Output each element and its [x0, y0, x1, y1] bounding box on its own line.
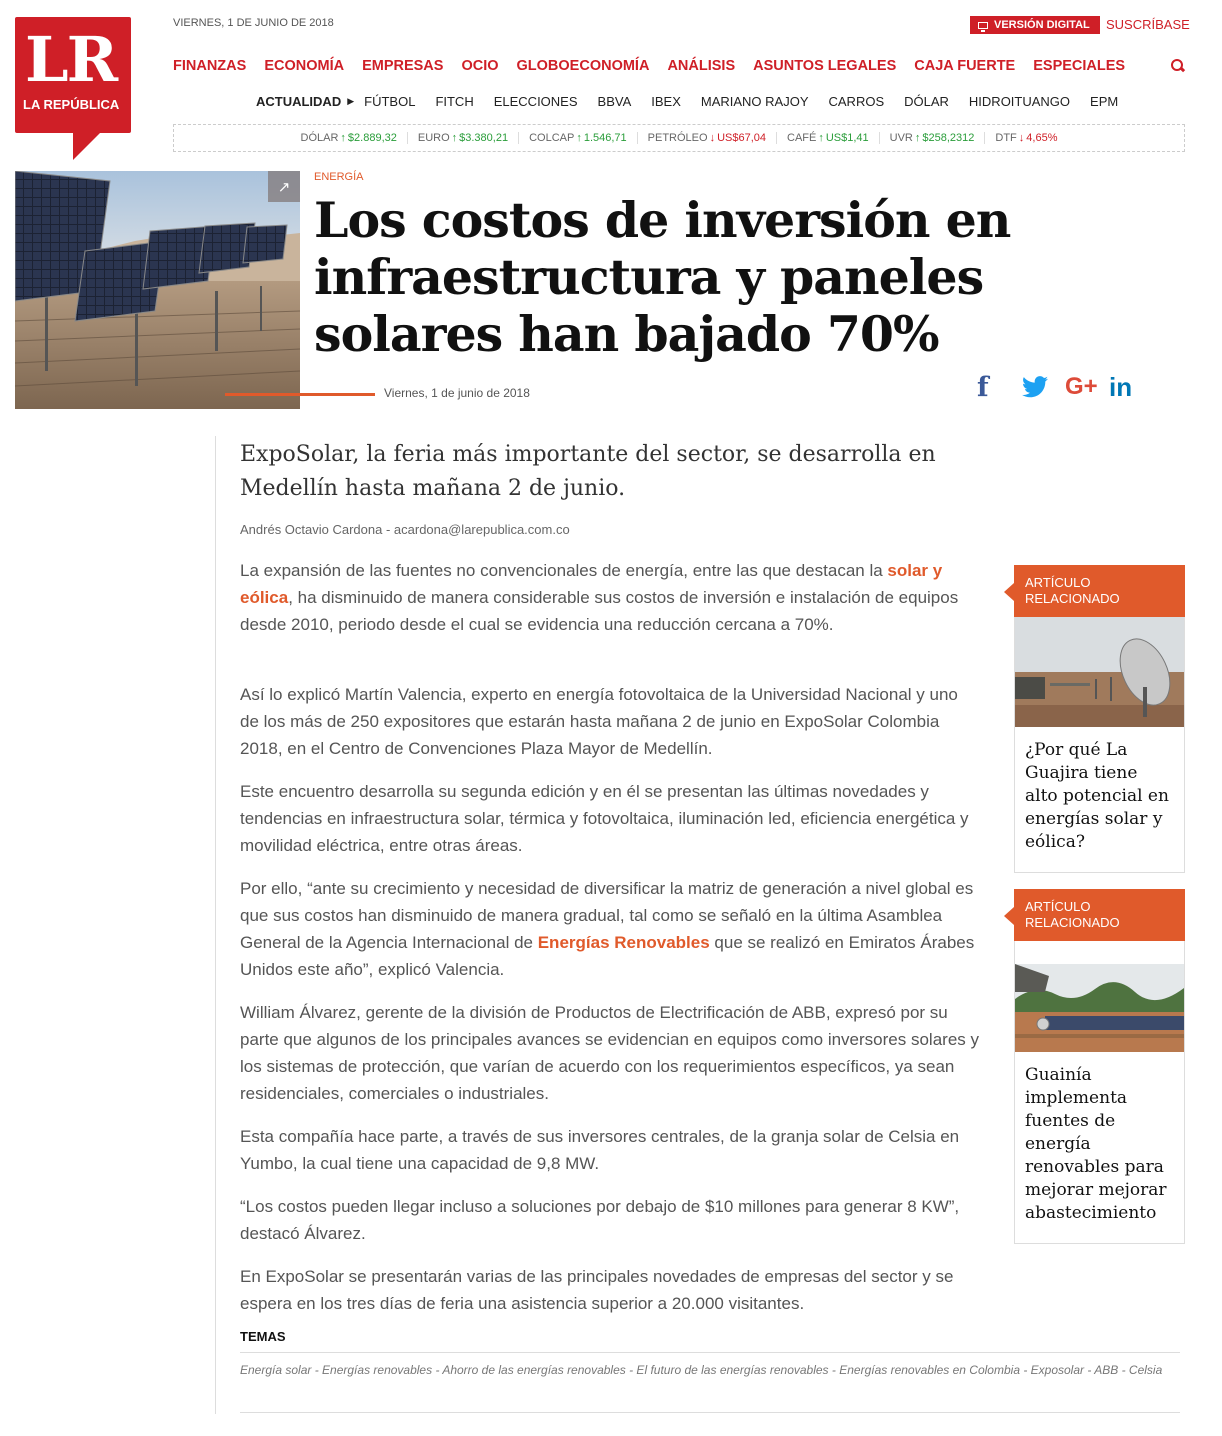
arrow-up-icon: ↑ [914, 132, 921, 144]
expand-icon[interactable]: ↗ [268, 171, 300, 202]
caret-right-icon: ▶ [347, 96, 355, 106]
header-date: VIERNES, 1 DE JUNIO DE 2018 [173, 17, 334, 29]
article-author: Andrés Octavio Cardona - acardona@larepublica.com.co [240, 522, 570, 537]
content-rule [215, 436, 216, 1414]
arrow-down-icon: ↓ [709, 132, 716, 144]
google-plus-icon[interactable]: G+ [1065, 373, 1098, 400]
nav-item-asuntos-legales[interactable]: ASUNTOS LEGALES [753, 58, 897, 74]
linkedin-icon[interactable]: in [1109, 371, 1133, 402]
ticker-value: 4,65% [1026, 132, 1058, 144]
nav-item-caja-fuerte[interactable]: CAJA FUERTE [914, 58, 1016, 74]
ticker-name: PETRÓLEO [647, 132, 708, 144]
subscribe-link[interactable]: SUSCRÍBASE [1106, 17, 1190, 32]
ticker-item[interactable] [985, 132, 1067, 144]
topics-divider [240, 1412, 1180, 1413]
link-energias-renovables[interactable]: Energías Renovables [537, 933, 710, 952]
sub-nav [256, 94, 1138, 109]
ticker-name: COLCAP [529, 132, 575, 144]
nav-item-empresas[interactable]: EMPRESAS [362, 58, 444, 74]
article-title: Los costos de inversión en infraestructura y paneles solares han bajado 70% [314, 191, 1011, 363]
monitor-icon [978, 22, 988, 29]
ticker-name: DÓLAR [300, 132, 339, 144]
related-article-label: ARTÍCULO RELACIONADO [1014, 889, 1185, 941]
sub-nav-item[interactable]: EPM [1090, 94, 1119, 109]
nav-item-analisis[interactable]: ANÁLISIS [667, 58, 736, 74]
logo-letters: LR [25, 23, 117, 96]
hero-image-solar-panels[interactable] [15, 171, 300, 409]
paragraph-text: , ha disminuido de manera considerable sus costos de inversión e instalación de equipos desde 2010, periodo desde el cual se evidencia una reducción cercana a 70%. [240, 588, 959, 634]
paragraph-text: La expansión de las fuentes no convencionales de energía, entre las que destacan la [240, 561, 888, 580]
article-paragraph: “Los costos pueden llegar incluso a soluciones por debajo de $10 millones para generar 8 KW”, destacó Álvarez. [240, 1197, 960, 1243]
arrow-up-icon: ↑ [451, 132, 458, 144]
ticker-value: US$67,04 [717, 132, 766, 144]
site-logo[interactable] [15, 17, 131, 161]
ticker-item[interactable] [638, 132, 777, 144]
logo-tail [73, 132, 101, 160]
logo-name: LA REPÚBLICA [23, 97, 120, 112]
related-article-card[interactable] [1014, 889, 1185, 1244]
article-lead: ExpoSolar, la feria más importante del sector, se desarrolla en Medellín hasta mañana 2 de junio. [240, 442, 936, 501]
digital-version-button[interactable] [970, 16, 1100, 34]
sub-nav-item[interactable]: IBEX [651, 94, 681, 109]
nav-item-globoeconomia[interactable]: GLOBOECONOMÍA [516, 58, 650, 74]
topic-tags[interactable]: Energía solar - Energías renovables - Ahorro de las energías renovables - El futuro de las energías renovables - Energías renovables en Colombia - Exposolar - ABB - Celsia [240, 1363, 1163, 1377]
sub-nav-item[interactable]: HIDROITUANGO [968, 94, 1071, 109]
related-article-label: ARTÍCULO RELACIONADO [1014, 565, 1185, 617]
nav-item-especiales[interactable]: ESPECIALES [1033, 58, 1126, 74]
sub-nav-label: ACTUALIDAD [256, 94, 342, 109]
ticker-item[interactable] [777, 132, 880, 144]
arrow-up-icon: ↑ [818, 132, 824, 144]
sub-nav-item[interactable]: FITCH [435, 94, 474, 109]
article-paragraph: William Álvarez, gerente de la división de Productos de Electrificación de ABB, expresó por su parte que algunos de los principales avances se evidencian en equipos como inversores solares y los sistemas de protección, que varían de acuerdo con los requerimientos específicos, ya sean residenciales, comerciales o industriales. [240, 1003, 979, 1103]
search-icon[interactable] [1171, 59, 1184, 72]
twitter-icon[interactable] [1022, 372, 1048, 402]
article-paragraph: Este encuentro desarrolla su segunda edición y en él se presentan las últimas novedades y tendencias en infraestructura solar, térmica y fotovoltaica, iluminación led, eficiencia energética y movilidad eléctrica, entre otras áreas. [240, 782, 969, 855]
ticker-value: US$1,41 [825, 132, 869, 144]
paragraph-text: que se realizó en Emiratos Árabes Unidos este año”, explicó Valencia. [240, 933, 975, 979]
related-article-title[interactable]: Guainía implementa fuentes de energía renovables para mejorar mejorar abastecimiento [1025, 1065, 1167, 1223]
sub-nav-item[interactable]: MARIANO RAJOY [700, 94, 809, 109]
sub-nav-item[interactable]: ELECCIONES [493, 94, 578, 109]
article-paragraph: En ExpoSolar se presentarán varias de las principales novedades de empresas del sector y se espera en los tres días de feria una asistencia superior a 20.000 visitantes. [240, 1267, 954, 1313]
solar-field-illustration [1015, 964, 1184, 1052]
article-date: Viernes, 1 de junio de 2018 [384, 386, 530, 400]
date-divider [225, 393, 375, 396]
related-article-title[interactable]: ¿Por qué La Guajira tiene alto potencial en energías solar y eólica? [1025, 740, 1169, 852]
related-article-image[interactable] [1015, 617, 1184, 727]
arrow-up-icon: ↑ [576, 132, 582, 144]
sub-nav-item[interactable]: CARROS [828, 94, 885, 109]
ticker-value: $258,2312 [922, 132, 975, 144]
main-nav [173, 58, 1143, 74]
sub-nav-item[interactable]: FÚTBOL [364, 94, 416, 109]
digital-version-label: VERSIÓN DIGITAL [994, 19, 1090, 31]
topics-heading: TEMAS [240, 1329, 286, 1344]
solar-panels-illustration [15, 171, 300, 409]
ticker-item[interactable] [408, 132, 519, 144]
article-paragraph [240, 875, 980, 983]
related-article-image[interactable] [1015, 964, 1184, 1052]
ticker-item[interactable] [291, 132, 408, 144]
ticker-name: CAFÉ [787, 132, 817, 144]
twitter-bird [1022, 376, 1048, 398]
nav-item-ocio[interactable]: OCIO [461, 58, 499, 74]
article-paragraph: Así lo explicó Martín Valencia, experto en energía fotovoltaica de la Universidad Nacional y uno de los más de 250 expositores que estarán hasta mañana 2 de junio en ExpoSolar Colombia 2018, en el Centro de Convenciones Plaza Mayor de Medellín. [240, 685, 958, 758]
nav-item-finanzas[interactable]: FINANZAS [173, 58, 247, 74]
article-paragraph: Esta compañía hace parte, a través de sus inversores centrales, de la granja solar de Celsia en Yumbo, la cual tiene una capacidad de 9,8 MW. [240, 1127, 960, 1173]
related-article-card[interactable] [1014, 565, 1185, 873]
article-paragraph [240, 557, 980, 638]
ticker-value: 1.546,71 [583, 132, 627, 144]
market-ticker [173, 124, 1185, 152]
ticker-name: EURO [417, 132, 450, 144]
sub-nav-item[interactable]: DÓLAR [904, 94, 949, 109]
link-solar-eolica[interactable]: solar y eólica [240, 561, 943, 607]
ticker-name: UVR [889, 132, 913, 144]
solar-dish-illustration [1015, 617, 1184, 727]
nav-item-economia[interactable]: ECONOMÍA [264, 58, 345, 74]
arrow-down-icon: ↓ [1018, 132, 1025, 144]
ticker-name: DTF [995, 132, 1017, 144]
ticker-item[interactable] [519, 132, 638, 144]
topics-divider [240, 1352, 1180, 1353]
ticker-value: $2.889,32 [347, 132, 397, 144]
facebook-icon[interactable]: f [977, 371, 989, 403]
sub-nav-item[interactable]: BBVA [597, 94, 632, 109]
paragraph-text: Por ello, “ante su crecimiento y necesidad de diversificar la matriz de generación a nivel global es que sus costos han disminuido de manera gradual, tal como se señaló en la última Asamblea General de la Agencia Internacional de [240, 879, 974, 952]
ticker-item[interactable] [880, 132, 986, 144]
arrow-up-icon: ↑ [340, 132, 346, 144]
article-category[interactable]: ENERGÍA [314, 171, 364, 183]
ticker-value: $3.380,21 [459, 132, 509, 144]
